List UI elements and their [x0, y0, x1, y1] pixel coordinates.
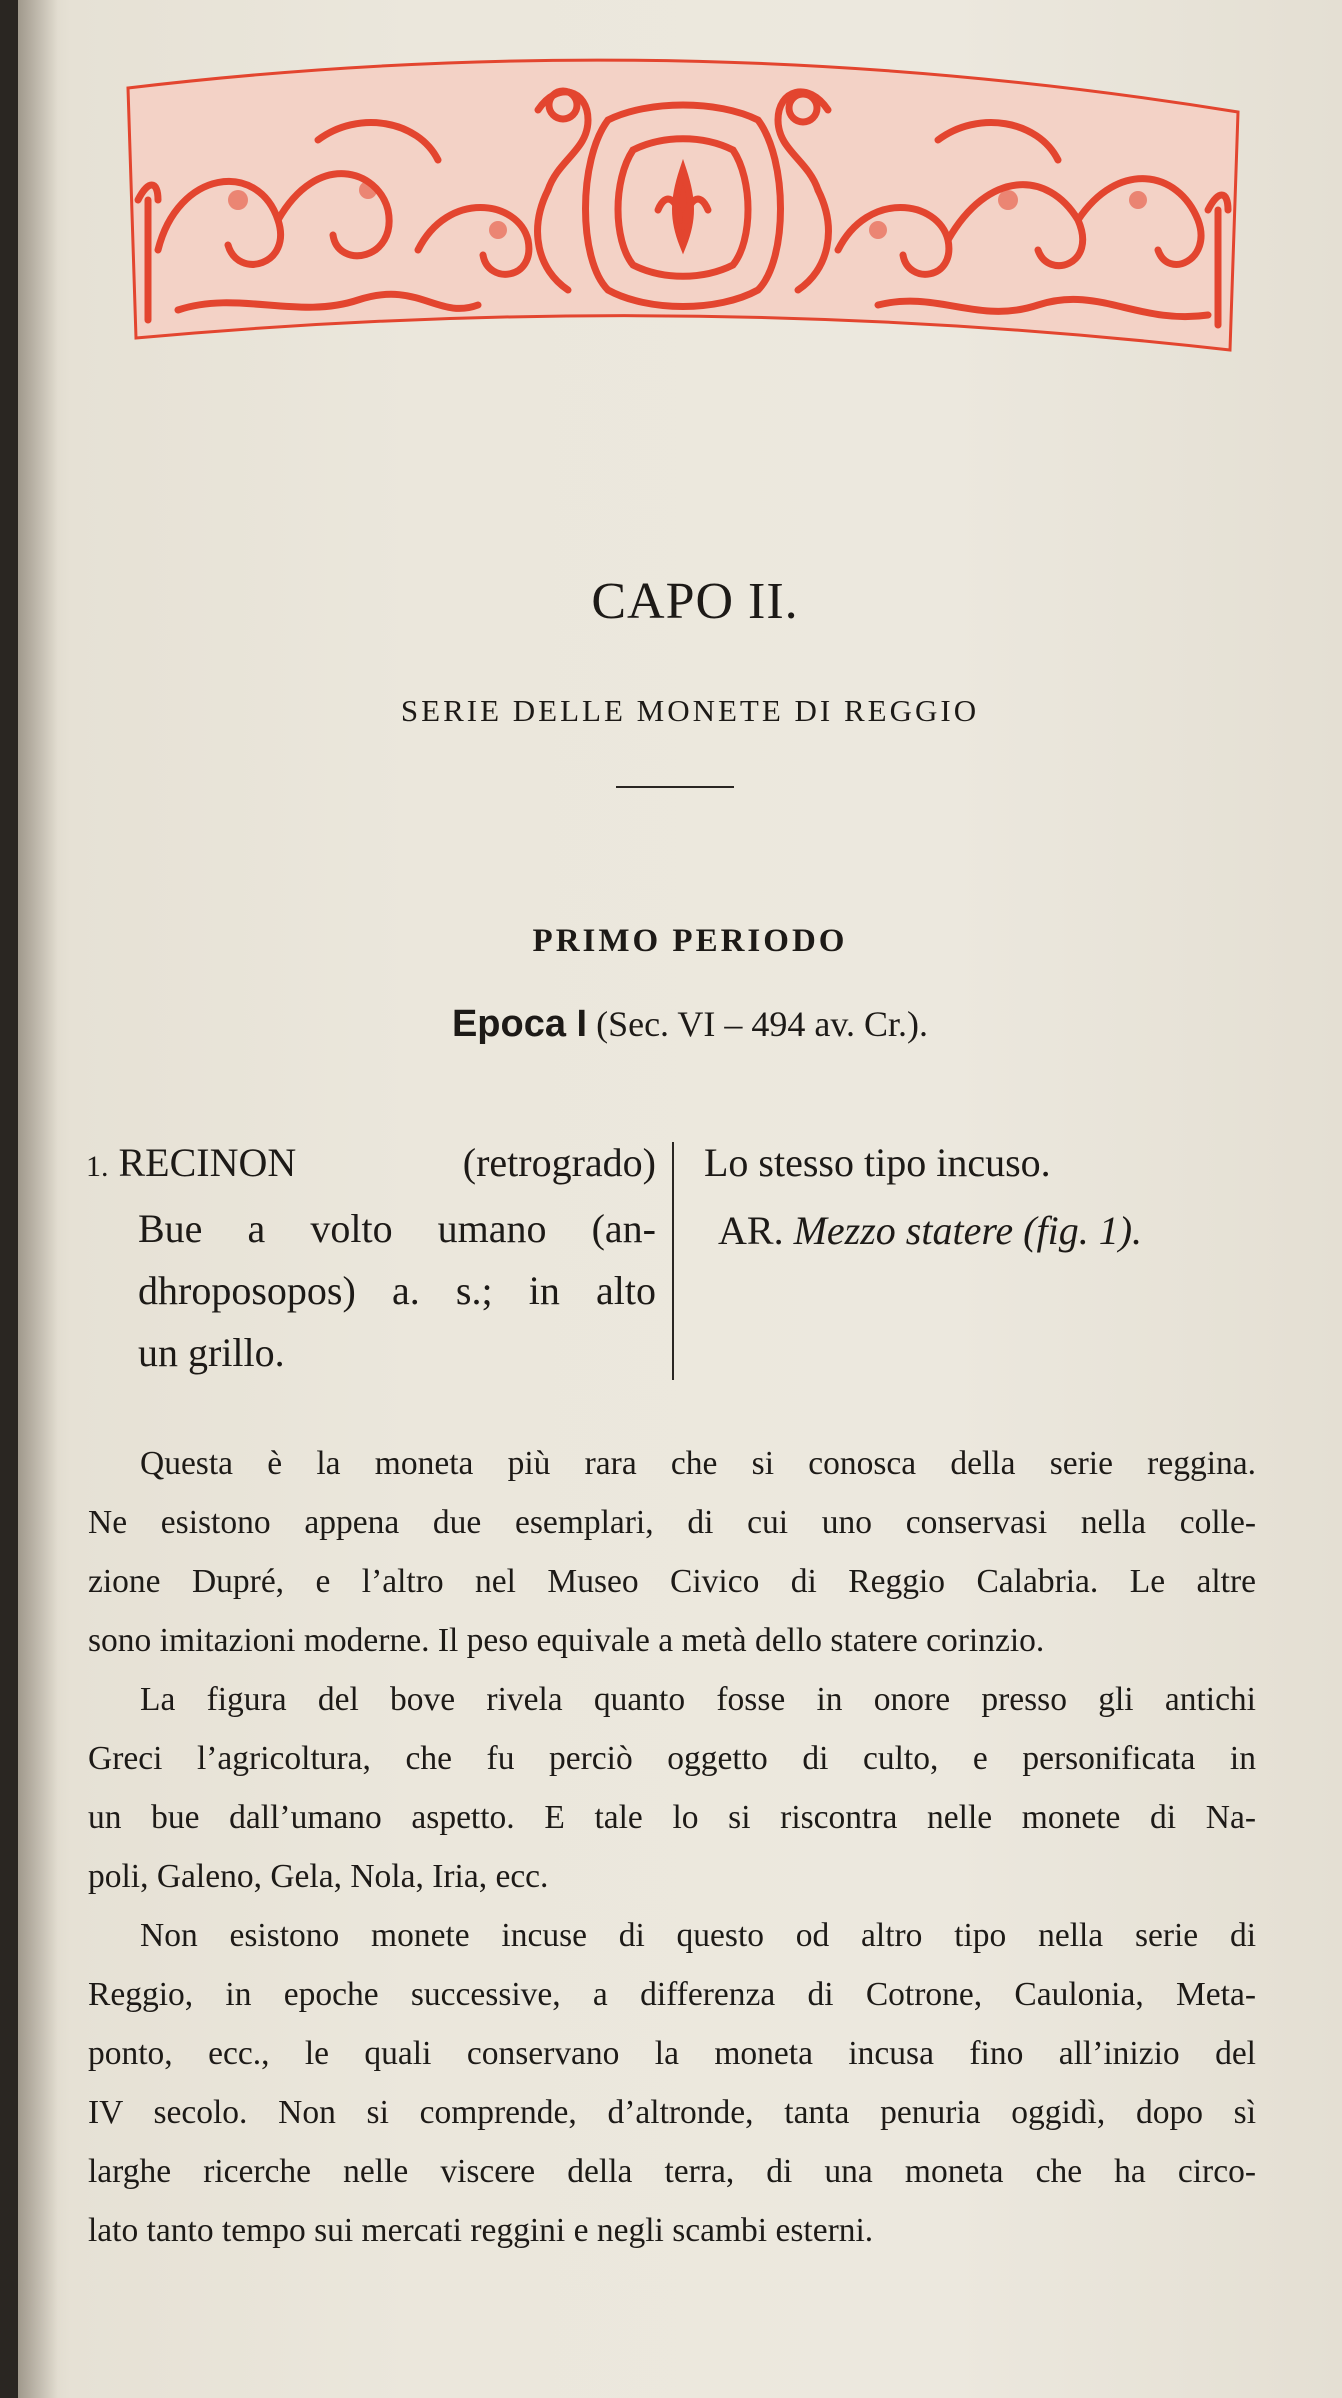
- chapter-title: CAPO II.: [591, 573, 799, 630]
- paragraph-line: larghe ricerche nelle viscere della terra, di una moneta che ha circo-: [88, 2153, 1256, 2190]
- entry-line: Bue a volto umano (an-: [138, 1206, 656, 1251]
- denomination: Mezzo statere (fig. 1).: [793, 1208, 1143, 1253]
- period-heading: PRIMO PERIODO: [532, 923, 848, 959]
- entry-number: 1.: [86, 1150, 109, 1183]
- column-divider: [672, 1142, 674, 1380]
- chapter-subtitle: SERIE DELLE MONETE DI REGGIO: [400, 693, 980, 728]
- title-rule: [616, 786, 734, 788]
- paragraph-line: Ne esistono appena due esemplari, di cui uno conservasi nella colle-: [88, 1504, 1256, 1541]
- paragraph-line: La figura del bove rivela quanto fosse in onore presso gli antichi: [140, 1681, 1256, 1718]
- entry-line: dhroposopos) a. s.; in alto: [138, 1268, 656, 1313]
- paragraph-line: Reggio, in epoche successive, a differenza di Cotrone, Caulonia, Meta-: [88, 1976, 1256, 2013]
- body-text: [88, 1434, 1256, 2260]
- paragraph-line: zione Dupré, e l’altro nel Museo Civico di Reggio Calabria. Le altre: [88, 1563, 1256, 1600]
- book-page: [18, 0, 1342, 2398]
- entry-line: un grillo.: [138, 1330, 285, 1375]
- headpiece-ornament: [118, 50, 1248, 370]
- paragraph-line: Questa è la moneta più rara che si conosca della serie reggina.: [140, 1445, 1256, 1482]
- epoch-heading: [18, 1003, 1342, 1046]
- metal-denomination: [704, 1200, 1264, 1262]
- metal: AR.: [718, 1208, 784, 1253]
- reverse-description: Lo stesso tipo incuso.: [704, 1140, 1051, 1185]
- paragraph-line: ponto, ecc., le quali conservano la moneta incusa fino all’inizio del: [88, 2035, 1256, 2072]
- epoch-dates: (Sec. VI – 494 av. Cr.).: [596, 1004, 929, 1044]
- paragraph-line: poli, Galeno, Gela, Nola, Iria, ecc.: [88, 1858, 549, 1895]
- epoch-label: Epoca I: [451, 1003, 588, 1045]
- entry-text: RECINON (retrogrado): [118, 1140, 656, 1185]
- coin-entry-obverse: [86, 1132, 656, 1384]
- paragraph-line: IV secolo. Non si comprende, d’altronde, tanta penuria oggidì, dopo sì: [88, 2094, 1256, 2131]
- entry-line: [86, 1132, 656, 1198]
- paragraph-line: Greci l’agricoltura, che fu perciò oggetto di culto, e personificata in: [88, 1740, 1256, 1777]
- paragraph-line: un bue dall’umano aspetto. E tale lo si riscontra nelle monete di Na-: [88, 1799, 1256, 1836]
- paragraph-line: lato tanto tempo sui mercati reggini e negli scambi esterni.: [88, 2212, 874, 2249]
- coin-entry-reverse: [704, 1132, 1264, 1262]
- paragraph-line: Non esistono monete incuse di questo od altro tipo nella serie di: [140, 1917, 1256, 1954]
- paragraph-line: sono imitazioni moderne. Il peso equivale a metà dello statere corinzio.: [88, 1622, 1045, 1659]
- gutter-shadow: [18, 0, 58, 2398]
